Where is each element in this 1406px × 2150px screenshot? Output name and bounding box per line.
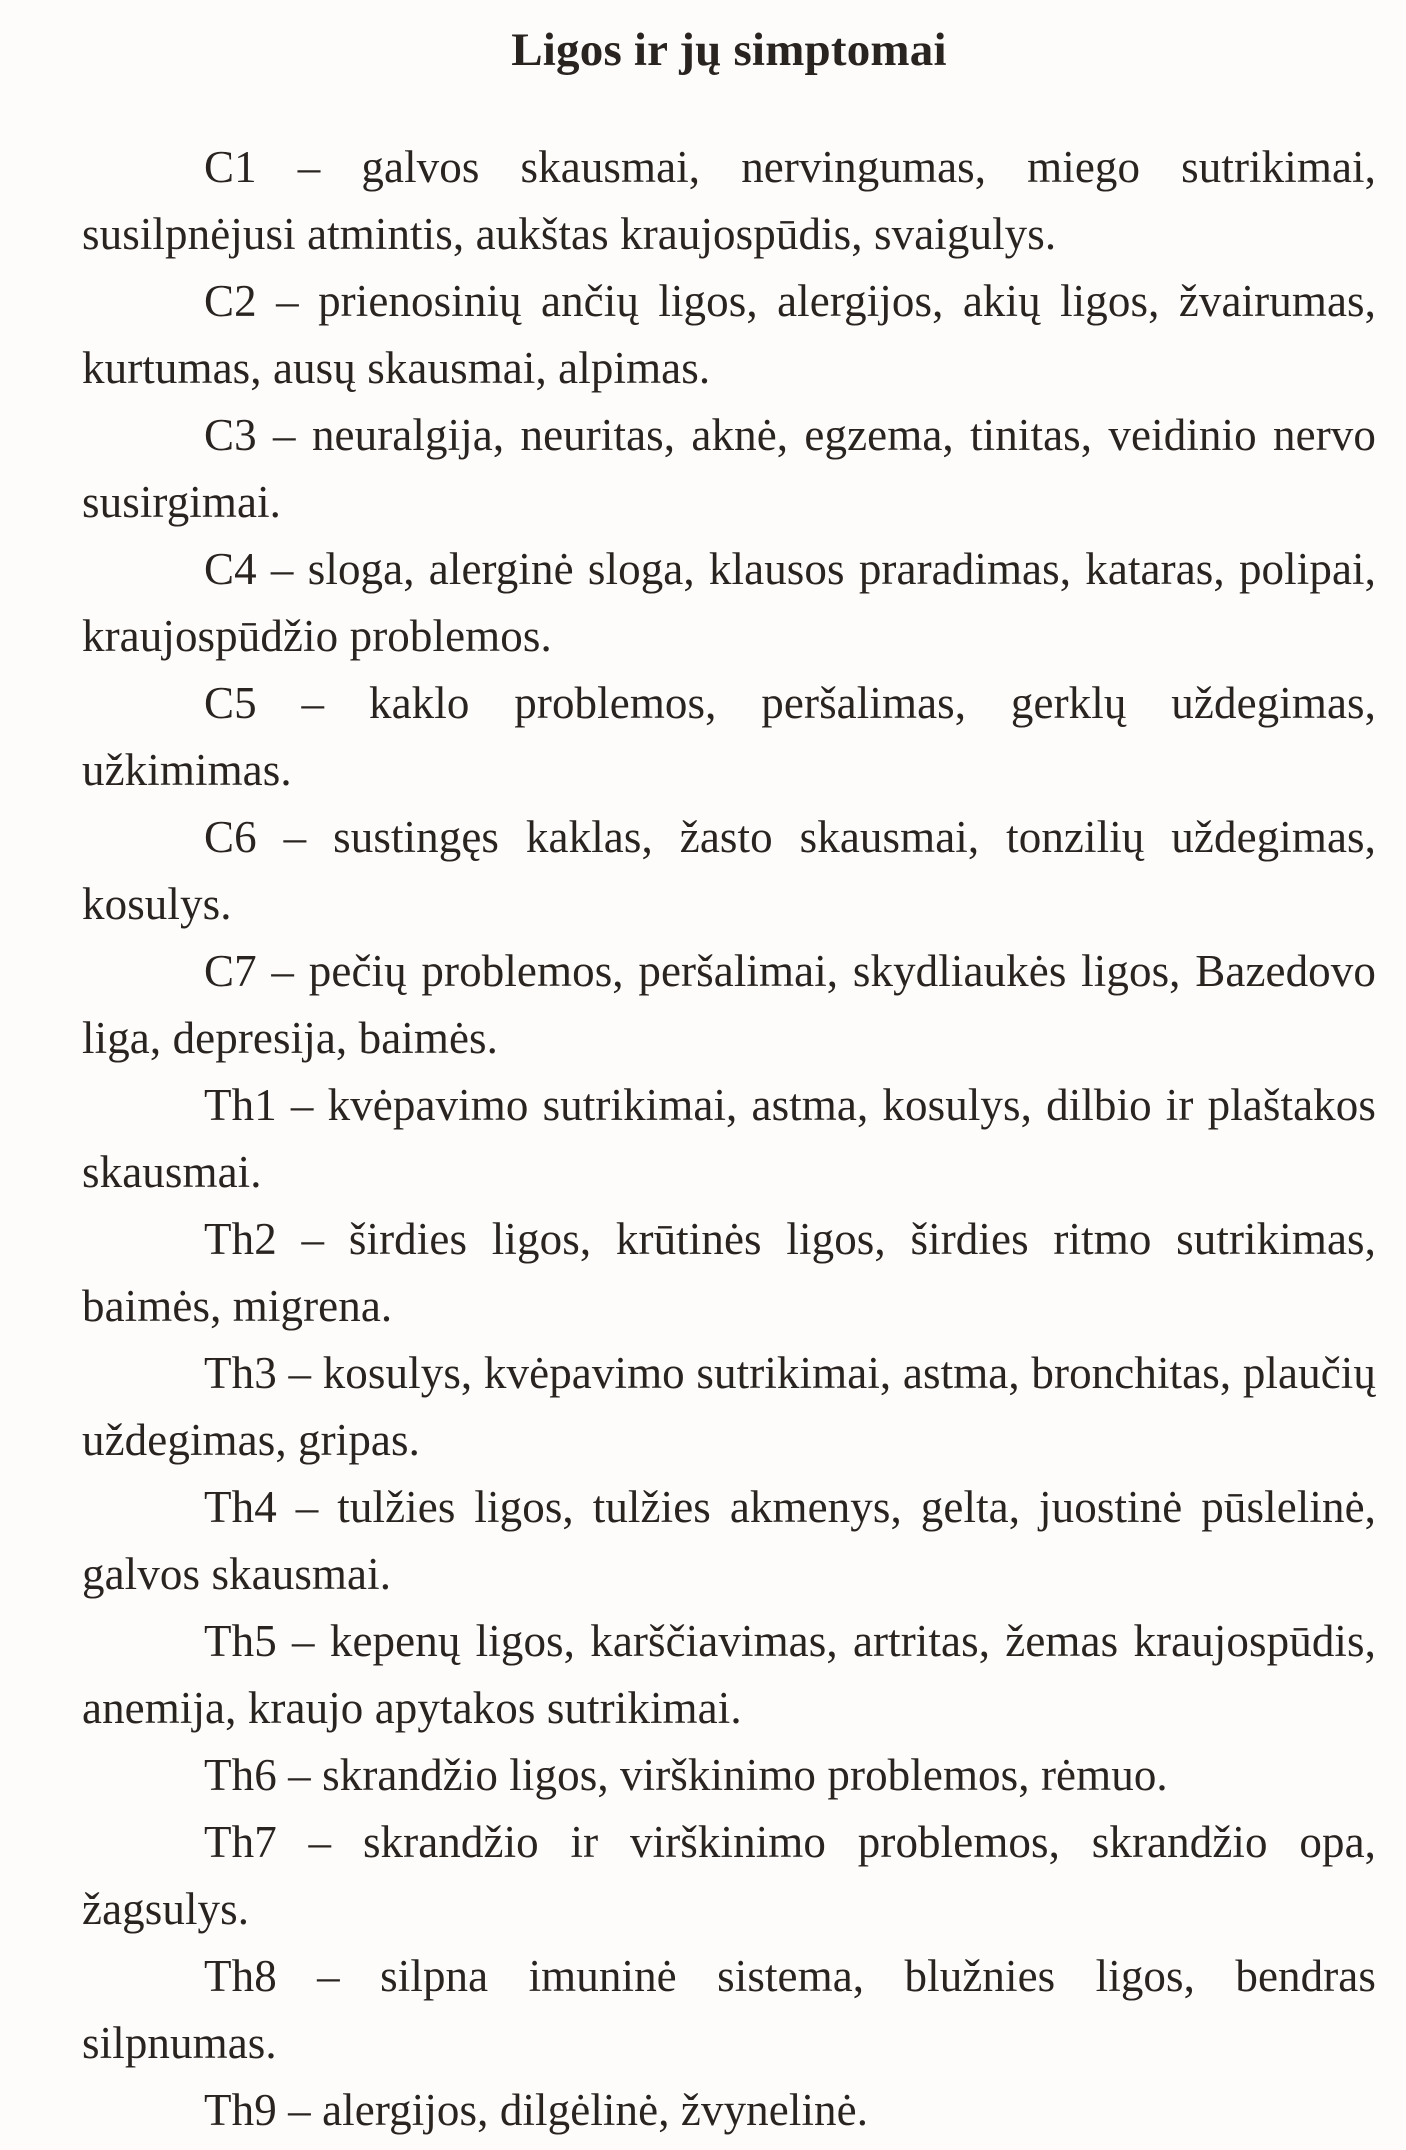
symptom-entry (82, 268, 1376, 402)
symptom-entry (82, 1809, 1376, 1943)
entry-text: tulžies ligos, tulžies akmenys, gelta, juostinė pūslelinė, galvos skausmai. (82, 1482, 1376, 1599)
symptom-entry (82, 1943, 1376, 2077)
symptom-entry (82, 536, 1376, 670)
entry-code: Th2 (204, 1214, 277, 1264)
entry-separator: – (276, 2085, 323, 2135)
entry-separator: – (256, 812, 334, 862)
entry-separator: – (276, 1616, 330, 1666)
entry-code: Th7 (204, 1817, 277, 1867)
entry-text: sustingęs kaklas, žasto skausmai, tonzilių uždegimas, kosulys. (82, 812, 1376, 929)
entry-code: Th6 (204, 1750, 277, 1800)
symptom-entry (82, 2077, 1376, 2144)
entry-text: pečių problemos, peršalimai, skydliaukės ligos, Bazedovo liga, depresija, baimės. (82, 946, 1376, 1063)
entry-text: širdies ligos, krūtinės ligos, širdies ritmo sutrikimas, baimės, migrena. (82, 1214, 1376, 1331)
entry-text: skrandžio ligos, virškinimo problemos, rėmuo. (322, 1750, 1168, 1800)
symptom-entry (82, 1340, 1376, 1474)
entry-separator: – (276, 1214, 349, 1264)
entry-separator: – (256, 410, 312, 460)
entry-code: Th1 (204, 1080, 277, 1130)
entry-text: sloga, alerginė sloga, klausos praradimas, kataras, polipai, kraujospūdžio problemos. (82, 544, 1376, 661)
entry-code: Th5 (204, 1616, 277, 1666)
entry-separator: – (276, 1750, 323, 1800)
entry-text: skrandžio ir virškinimo problemos, skrandžio opa, žagsulys. (82, 1817, 1376, 1934)
entry-separator: – (256, 276, 319, 326)
entry-text: kepenų ligos, karščiavimas, artritas, žemas kraujospūdis, anemija, kraujo apytakos sutrikimai. (82, 1616, 1376, 1733)
entry-text: silpna imuninė sistema, blužnies ligos, bendras silpnumas. (82, 1951, 1376, 2068)
entry-text: kosulys, kvėpavimo sutrikimai, astma, bronchitas, plaučių uždegimas, gripas. (82, 1348, 1376, 1465)
entry-code: C2 (204, 276, 257, 326)
symptom-entry (82, 670, 1376, 804)
entry-separator: – (276, 1348, 323, 1398)
entry-text: neuralgija, neuritas, aknė, egzema, tinitas, veidinio nervo susirgimai. (82, 410, 1376, 527)
entry-code: C7 (204, 946, 257, 996)
entry-code: C6 (204, 812, 257, 862)
symptom-entry (82, 804, 1376, 938)
entry-text: galvos skausmai, nervingumas, miego sutrikimai, susilpnėjusi atmintis, aukštas kraujospūdis, svaigulys. (82, 142, 1376, 259)
entry-separator: – (276, 1482, 338, 1532)
symptom-entry (82, 1742, 1376, 1809)
entry-text: kaklo problemos, peršalimas, gerklų uždegimas, užkimimas. (82, 678, 1376, 795)
entry-separator: – (276, 1951, 381, 2001)
symptom-entry (82, 1206, 1376, 1340)
entry-separator: – (256, 142, 362, 192)
entry-code: Th9 (204, 2085, 277, 2135)
entry-separator: – (256, 544, 308, 594)
symptom-entry (82, 134, 1376, 268)
entry-text: prienosinių ančių ligos, alergijos, akių ligos, žvairumas, kurtumas, ausų skausmai, alpimas. (82, 276, 1376, 393)
symptom-entry (82, 938, 1376, 1072)
symptom-entry (82, 1474, 1376, 1608)
entry-separator: – (276, 1817, 363, 1867)
entry-code: Th3 (204, 1348, 277, 1398)
symptom-list (82, 134, 1376, 2144)
page-title: Ligos ir jų simptomai (511, 24, 947, 76)
entry-separator: – (276, 1080, 328, 1130)
symptom-entry (82, 1608, 1376, 1742)
entry-code: C1 (204, 142, 257, 192)
entry-code: Th8 (204, 1951, 277, 2001)
symptom-entry (82, 402, 1376, 536)
entry-separator: – (256, 946, 309, 996)
entry-code: C3 (204, 410, 257, 460)
entry-code: C4 (204, 544, 257, 594)
entry-text: kvėpavimo sutrikimai, astma, kosulys, dilbio ir plaštakos skausmai. (82, 1080, 1376, 1197)
symptom-entry (82, 1072, 1376, 1206)
entry-separator: – (256, 678, 369, 728)
entry-code: Th4 (204, 1482, 277, 1532)
entry-code: C5 (204, 678, 257, 728)
entry-text: alergijos, dilgėlinė, žvynelinė. (322, 2085, 869, 2135)
